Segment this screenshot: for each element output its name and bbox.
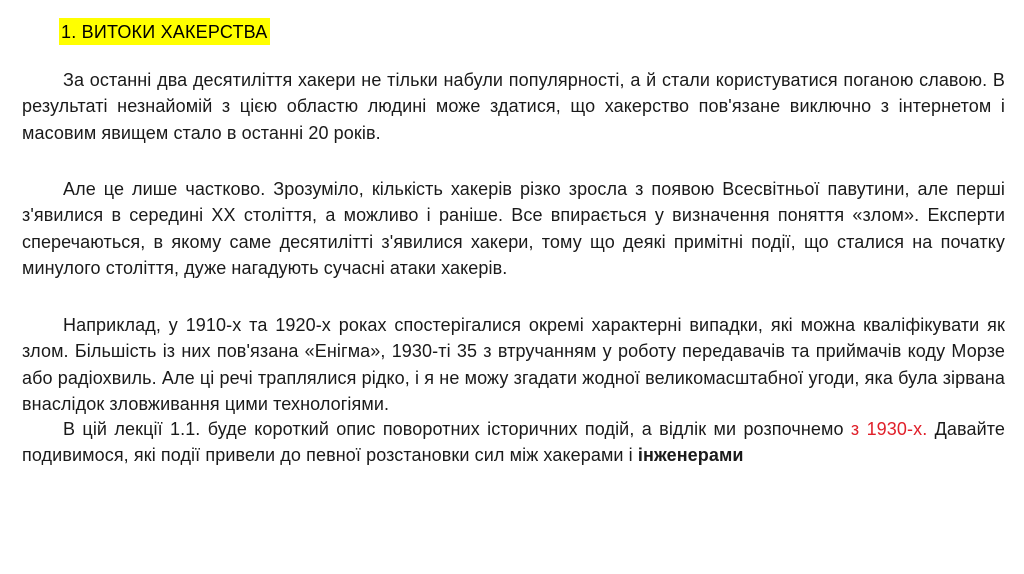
- paragraph-3: Наприклад, у 1910-х та 1920-х роках спостерігалися окремі характерні випадки, які можна кваліфікувати як злом. Більшість із них пов'язана «Енігма», 1930-ті 35 з втручанням у роботу передавачів та приймачів коду Морзе або радіохвиль. Але ці речі траплялися рідко, і я не можу згадати жодної великомасштабної угоди, яка була зірвана внаслідок зловживання цими технологіями.: [22, 315, 1005, 414]
- slide-title: 1. ВИТОКИ ХАКЕРСТВА: [59, 18, 270, 45]
- paragraph-2: Але це лише частково. Зрозуміло, кількість хакерів різко зросла з появою Всесвітньої павутини, але перші з'явилися в середині XX століття, а можливо і раніше. Все впирається у визначення поняття «злом». Експерти сперечаються, в якому саме десятилітті з'явилися хакери, тому що деякі примітні події, що сталися на початку минулого століття, дуже нагадують сучасні атаки хакерів.: [22, 179, 1005, 278]
- paragraph-4: [22, 416, 1005, 469]
- paragraph-4-text-before: В цій лекції 1.1. буде короткий опис поворотних історичних подій, а відлік ми розпочнемо: [63, 419, 851, 439]
- bold-term: інженерами: [637, 445, 744, 466]
- paragraph-1: За останні два десятиліття хакери не тільки набули популярності, а й стали користуватися поганою славою. В результаті незнайомій з цією областю людині може здатися, що хакерство пов'язане виключно з інтернетом і масовим явищем стало в останні 20 років.: [22, 70, 1005, 143]
- paragraph-4-text-middle: Давайте подивимося, які події привели до певної розстановки сил між хакерами і: [22, 419, 1005, 466]
- slide: [22, 0, 1005, 574]
- highlighted-date: з 1930-х.: [850, 419, 928, 439]
